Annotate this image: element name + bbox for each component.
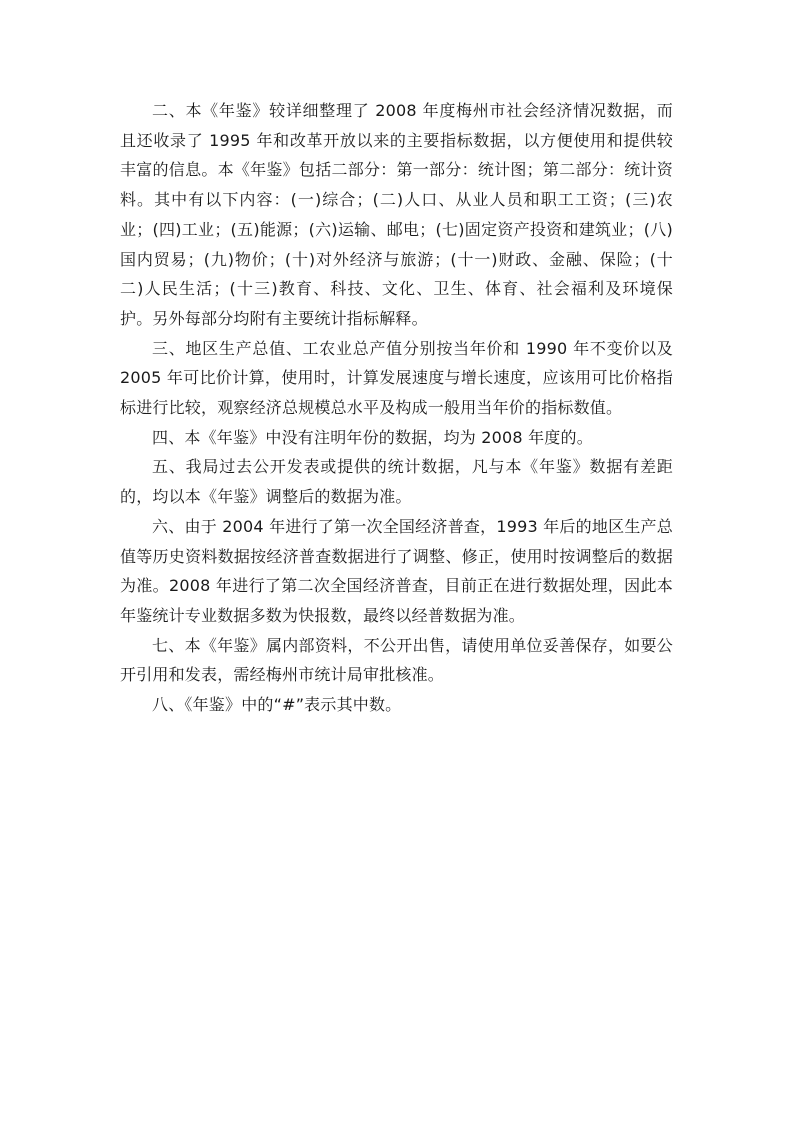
paragraph-7: 七、本《年鉴》属内部资料，不公开出售，请使用单位妥善保存，如要公开引用和发表，需经梅州市统计局审批核准。: [120, 635, 673, 685]
paragraph-5: 五、我局过去公开发表或提供的统计数据，凡与本《年鉴》数据有差距的，均以本《年鉴》调整后的数据为准。: [120, 457, 673, 507]
paragraph-2: 二、本《年鉴》较详细整理了 2008 年度梅州市社会经济情况数据，而且还收录了 1995 年和改革开放以来的主要指标数据，以方便使用和提供较丰富的信息。本《年鉴》包括二部分：第一部分：统计图；第二部分：统计资料。其中有以下内容：(一)综合；(二)人口、从业人员和职工工资；(三)农业；(四)工业；(五)能源；(六)运输、邮电；(七)固定资产投资和建筑业；(八)国内贸易；(九)物价；(十)对外经济与旅游；(十一)财政、金融、保险；(十二)人民生活；(十三)教育、科技、文化、卫生、体育、社会福利及环境保护。另外每部分均附有主要统计指标解释。: [120, 101, 673, 328]
paragraph-3: 三、地区生产总值、工农业总产值分别按当年价和 1990 年不变价以及 2005 年可比价计算，使用时，计算发展速度与增长速度，应该用可比价格指标进行比较，观察经济总规模总水平及构成一般用当年价的指标数值。: [120, 338, 673, 418]
paragraph-6: 六、由于 2004 年进行了第一次全国经济普查，1993 年后的地区生产总值等历史资料数据按经济普查数据进行了调整、修正，使用时按调整后的数据为准。2008 年进行了第二次全国经济普查，目前正在进行数据处理，因此本年鉴统计专业数据多数为快报数，最终以经普数据为准。: [120, 516, 673, 625]
paragraph-4: 四、本《年鉴》中没有注明年份的数据，均为 2008 年度的。: [152, 427, 593, 447]
document-body: [120, 96, 673, 720]
paragraph-8: 八、《年鉴》中的“#”表示其中数。: [152, 695, 402, 715]
